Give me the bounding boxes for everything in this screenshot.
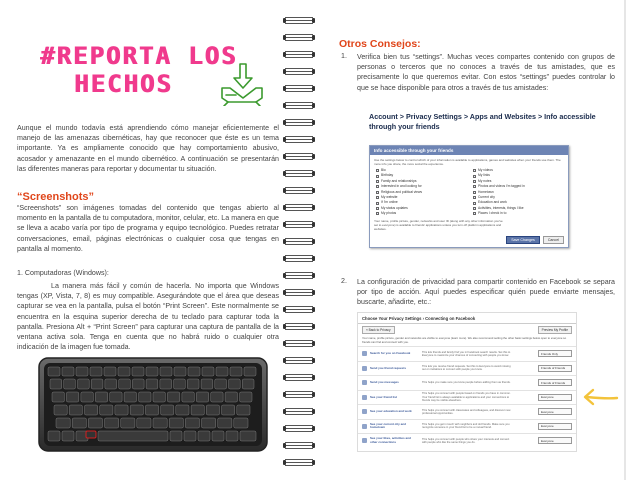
setting-icon xyxy=(362,424,367,429)
spiral-binding xyxy=(282,12,316,471)
checkbox-icon[interactable] xyxy=(376,207,379,210)
tip-2-number: 2. xyxy=(341,277,347,285)
keyboard-key xyxy=(244,367,256,376)
setting-icon xyxy=(362,438,367,443)
spiral-ring xyxy=(282,437,316,454)
privacy-row-label: Search for you on Facebook xyxy=(370,351,411,356)
keyboard-key xyxy=(191,405,204,415)
keyboard-key xyxy=(237,405,250,415)
checkbox-icon[interactable] xyxy=(376,175,379,178)
keyboard-key xyxy=(130,405,143,415)
option-column-1 xyxy=(376,168,465,217)
keyboard-key xyxy=(100,405,113,415)
keyboard-key xyxy=(121,418,135,428)
keyboard-key xyxy=(202,367,214,376)
audience-select[interactable]: Friends of Friends xyxy=(538,379,572,386)
dialog-option-label: If I'm online xyxy=(381,200,398,205)
audience-select[interactable]: Friends Only xyxy=(538,350,572,357)
keyboard-key xyxy=(215,379,227,389)
setting-icon xyxy=(362,395,367,400)
keyboard-key xyxy=(48,431,60,441)
setting-icon xyxy=(362,351,367,356)
keyboard-key xyxy=(201,379,213,389)
settings-path: Account > Privacy Settings > Apps and Websites > Info accessible through your friends xyxy=(369,112,596,131)
keyboard-key xyxy=(62,431,74,441)
keyboard-key xyxy=(169,418,183,428)
checkbox-icon[interactable] xyxy=(376,180,379,183)
keyboard-key xyxy=(222,405,235,415)
privacy-row-help: This helps you connect with people based on friends you have in common. Your friend list is always available to applications and your connections to friends may be visible elsewhere. xyxy=(422,392,511,403)
keyboard-key xyxy=(216,367,228,376)
dialog-option[interactable] xyxy=(473,211,562,216)
keyboard-key xyxy=(185,418,199,428)
checkbox-icon[interactable] xyxy=(376,202,379,205)
keyboard-key xyxy=(85,405,98,415)
preview-profile-button[interactable]: Preview My Profile xyxy=(538,326,572,334)
keyboard-key xyxy=(76,367,88,376)
cancel-button[interactable]: Cancel xyxy=(543,236,564,244)
option-column-2 xyxy=(473,168,562,217)
privacy-row-help: This lets friends and family find you in Facebook search results. Set this to Everyone to maximize your chances of connecting with people you know. xyxy=(422,350,511,357)
checkbox-icon[interactable] xyxy=(376,191,379,194)
keyboard-key xyxy=(242,379,254,389)
keyboard-key xyxy=(187,379,199,389)
checkbox-icon[interactable] xyxy=(473,212,476,215)
spiral-ring xyxy=(282,182,316,199)
keyboard-key xyxy=(240,392,252,402)
intro-paragraph: Aunque el mundo todavía está aprendiendo cómo manejar eficientemente el manejo de las amenazas cibernéticas, hay que reconocer que éste es un tema importante. Ya es ampliamente conocido que hay comportamiento abusivo, acosador y amenazante en el mundo cibernético. A continuación se presentarán las diferentes maneras para reportar y documentar tu situación. xyxy=(17,124,279,173)
privacy-row-help: This helps you make sure you know people before adding them as friends. xyxy=(422,381,511,385)
keyboard-key xyxy=(88,418,102,428)
keyboard-key xyxy=(198,431,210,441)
privacy-row xyxy=(358,346,576,361)
spiral-ring xyxy=(282,301,316,318)
screenshots-paragraph: “Screenshots” son imágenes tomadas del contenido que tengas abierto al momento en la pantalla de tu computadora, monitor, celular, etc. La manera en que se lleva a acabo varía por tipo de programa y equipo tecnológico. Puedes retratar conversaciones, email, páginas electrónicas o cualquier cosa que tengas en pantalla al momento. xyxy=(17,204,279,253)
keyboard-key xyxy=(91,379,103,389)
facebook-privacy-settings xyxy=(357,312,577,452)
spiral-ring xyxy=(282,403,316,420)
dialog-option-label: Birthday xyxy=(381,173,394,178)
keyboard-key xyxy=(145,405,158,415)
dialog-option-label: Interested in and looking for xyxy=(381,184,422,189)
checkbox-icon[interactable] xyxy=(473,175,476,178)
keyboard-key xyxy=(234,418,248,428)
keyboard-key xyxy=(132,367,144,376)
title-line-1: #REPORTA LOS xyxy=(40,42,238,70)
title-line-2: HECHOS xyxy=(74,70,173,98)
keyboard-key xyxy=(98,431,168,441)
back-to-privacy-button[interactable]: « Back to Privacy xyxy=(362,326,395,334)
keyboard-key xyxy=(206,405,219,415)
privacy-row-label: Send you messages xyxy=(370,380,399,385)
checkbox-icon[interactable] xyxy=(473,185,476,188)
dialog-option-label: My videos xyxy=(478,168,493,172)
privacy-row-label: Send you friend requests xyxy=(370,365,407,370)
privacy-row-label: See your current city and hometown xyxy=(370,421,407,430)
keyboard-key xyxy=(66,392,78,402)
privacy-row-label: See your likes, activities and other connections xyxy=(370,436,411,444)
privacy-row xyxy=(358,433,576,448)
checkbox-icon[interactable] xyxy=(473,202,476,205)
dialog-option-label: My notes xyxy=(478,178,492,183)
dialog-option-label: My website xyxy=(381,195,398,200)
checkbox-icon[interactable] xyxy=(473,191,476,194)
privacy-row-help: This helps you connect with people who share your interests and connect with people who like the same things you do. xyxy=(422,437,510,444)
privacy-row xyxy=(358,375,576,390)
spiral-ring xyxy=(282,80,316,97)
keyboard-key xyxy=(124,392,136,402)
keyboard-key xyxy=(176,405,189,415)
windows-list-label: 1. Computadoras (Windows): xyxy=(17,269,109,277)
keyboard-key xyxy=(64,379,76,389)
keyboard-image xyxy=(38,357,268,452)
dialog-title: Info accessible through your friends xyxy=(370,146,568,155)
keyboard-key xyxy=(160,367,172,376)
keyboard-key xyxy=(146,379,158,389)
keyboard-key xyxy=(174,367,186,376)
keyboard-key xyxy=(118,367,130,376)
spiral-ring xyxy=(282,46,316,63)
tips-heading: Otros Consejos: xyxy=(339,38,421,50)
dialog-option-label: Bio xyxy=(381,168,386,172)
dialog-option-label: Hometown xyxy=(478,189,494,194)
dialog-options xyxy=(370,168,568,217)
keyboard-key xyxy=(218,418,232,428)
keyboard-key xyxy=(81,392,93,402)
keyboard-key xyxy=(54,405,67,415)
audience-select[interactable]: Everyone xyxy=(538,408,572,415)
dialog-option-label: My links xyxy=(478,173,490,178)
dialog-option-label: Photos and videos I'm tagged in xyxy=(478,184,525,189)
keyboard-key xyxy=(170,431,182,441)
keyboard-key xyxy=(72,418,86,428)
keyboard-key xyxy=(137,418,151,428)
spiral-ring xyxy=(282,335,316,352)
keyboard-key xyxy=(139,392,151,402)
spiral-ring xyxy=(282,284,316,301)
spiral-ring xyxy=(282,454,316,471)
spiral-ring xyxy=(282,250,316,267)
keyboard-key xyxy=(153,392,165,402)
setting-icon xyxy=(362,409,367,414)
keyboard-key xyxy=(95,392,107,402)
privacy-row-help: This helps you get in touch with neighbors and old friends. Make sure you recognize someone in your friend list to be a mutual friend. xyxy=(422,423,510,430)
keyboard-key xyxy=(182,392,194,402)
checkbox-icon[interactable] xyxy=(376,212,379,215)
keyboard-key xyxy=(196,392,208,402)
keyboard-key xyxy=(115,405,128,415)
keyboard-key xyxy=(211,392,223,402)
checkbox-icon[interactable] xyxy=(473,196,476,199)
setting-icon xyxy=(362,380,367,385)
tip-1-number: 1. xyxy=(341,52,347,60)
keyboard-key xyxy=(167,392,179,402)
privacy-row-label: See your friend list xyxy=(370,394,398,399)
spiral-ring xyxy=(282,369,316,386)
save-changes-button[interactable]: Save Changes xyxy=(506,236,540,244)
dialog-option-label: Activities, interests, things I like xyxy=(478,205,524,210)
tip-2-text: La configuración de privacidad para compartir contenido en Facebook se separa por tipo de acción. Aquí puedes especificar quién puede enviarte mensajes, buscarte, añadirte, etc.: xyxy=(357,278,615,307)
spiral-ring xyxy=(282,97,316,114)
keyboard-key xyxy=(52,392,64,402)
privacy-rows xyxy=(358,346,576,448)
keyboard-key xyxy=(104,367,116,376)
spiral-ring xyxy=(282,114,316,131)
keyboard-key xyxy=(50,379,62,389)
privacy-row-help: This lets you receive friend requests. Set this to Everyone to avoid missing out on invitations to connect with people you know. xyxy=(422,365,511,372)
spiral-ring xyxy=(282,386,316,403)
keyboard-key xyxy=(119,379,131,389)
spiral-ring xyxy=(282,165,316,182)
spiral-ring xyxy=(282,420,316,437)
privacy-row-label: See your education and work xyxy=(370,409,412,414)
checkbox-icon[interactable] xyxy=(376,169,379,172)
keyboard-key xyxy=(240,431,256,441)
yellow-arrow-icon xyxy=(581,386,619,408)
keyboard-key xyxy=(174,379,186,389)
privacy-row xyxy=(358,390,576,405)
screenshots-heading: “Screenshots” xyxy=(17,191,95,203)
spiral-ring xyxy=(282,199,316,216)
keyboard-key xyxy=(230,367,242,376)
dialog-option-label: Current city xyxy=(478,195,495,200)
dialog-option-label: Places I check in to xyxy=(478,211,507,216)
spiral-ring xyxy=(282,352,316,369)
dialog-option[interactable] xyxy=(376,211,465,216)
spiral-ring xyxy=(282,148,316,165)
keyboard-key xyxy=(132,379,144,389)
checkbox-icon[interactable] xyxy=(473,180,476,183)
dialog-footer: Your name, profile picture, gender, networks and user ID (along with any other information you've set to everyone) is available to friends' applications unless you turn off platform applications and websites. xyxy=(374,218,503,231)
page-edge-line xyxy=(624,0,626,480)
privacy-row xyxy=(358,404,576,419)
keyboard-key xyxy=(202,418,216,428)
dialog-option-label: My status updates xyxy=(381,205,408,210)
dialog-option-label: Education and work xyxy=(478,200,507,205)
dialog-intro: Use the settings below to control which of your information is available to applications, games and websites when your friends use them. The more info you share, the more social the experience. xyxy=(374,158,561,166)
dialog-option-label: Religious and political views xyxy=(381,189,423,194)
audience-select[interactable]: Everyone xyxy=(538,437,572,444)
keyboard-key xyxy=(212,431,224,441)
keyboard-key xyxy=(56,418,70,428)
keyboard-key xyxy=(90,367,102,376)
spiral-ring xyxy=(282,29,316,46)
privacy-description: Your name, profile picture, gender and networks are visible to everyone (learn more). We also recommend setting the other basic settings below open to everyone so friends can find and connect with you. xyxy=(362,336,567,344)
keyboard-key xyxy=(110,392,122,402)
spiral-ring xyxy=(282,131,316,148)
keyboard-key xyxy=(105,379,117,389)
keyboard-key xyxy=(78,379,90,389)
dialog-option-label: My photos xyxy=(381,211,397,216)
keyboard-key xyxy=(48,367,60,376)
checkbox-icon[interactable] xyxy=(376,196,379,199)
keyboard-key xyxy=(160,379,172,389)
keyboard-key xyxy=(225,392,237,402)
keyboard-key xyxy=(229,379,241,389)
download-icon xyxy=(216,62,266,106)
privacy-row xyxy=(358,419,576,434)
spiral-ring xyxy=(282,12,316,29)
privacy-title: Choose Your Privacy Settings › Connecting on Facebook xyxy=(358,313,576,324)
keyboard-key xyxy=(62,367,74,376)
keyboard-key xyxy=(161,405,174,415)
privacy-row-help: This helps you connect with classmates and colleagues, and discover new professional opportunities. xyxy=(422,408,511,415)
keyboard-key xyxy=(69,405,82,415)
checkbox-icon[interactable] xyxy=(473,207,476,210)
facebook-info-dialog xyxy=(369,145,569,248)
keyboard-key xyxy=(153,418,167,428)
keyboard-key xyxy=(188,367,200,376)
dialog-option-label: Family and relationships xyxy=(381,178,417,183)
tip-1-text: Verifica bien tus “settings”. Muchas veces compartes contenido con grupos de personas o terceros que no conoces a través de tus amistades, que es precisamente lo que queremos evitar. Con estos “settings” puedes controlar lo que se hace disponible para otros a través de tus amistades: xyxy=(357,53,615,92)
keyboard-key xyxy=(105,418,119,428)
spiral-ring xyxy=(282,63,316,80)
spiral-ring xyxy=(282,216,316,233)
windows-paragraph: La manera más fácil y común de hacerla. No importa que Windows tengas (XP, Vista, 7, 8) es muy compatible. Asegurándote que el área que deseas capturar se vea en la pantalla, pulsa el botón “Print Screen”. Este normalmente se encuentra en la esquina superior derecha de tu teclado para capturar toda la pantalla. Presiona Alt + “Print Screen” para capturar una captura de pantalla de la ventana activa sola. Tenga en cuenta que no habrá ruido o cualquier otra indicación de la imagen fue tomada. xyxy=(17,282,279,352)
spiral-ring xyxy=(282,318,316,335)
spiral-ring xyxy=(282,233,316,250)
checkbox-icon[interactable] xyxy=(473,169,476,172)
spiral-ring xyxy=(282,267,316,284)
keyboard-key xyxy=(184,431,196,441)
keyboard-key xyxy=(226,431,238,441)
setting-icon xyxy=(362,366,367,371)
audience-select[interactable]: Everyone xyxy=(538,394,572,401)
checkbox-icon[interactable] xyxy=(376,185,379,188)
keyboard-key xyxy=(146,367,158,376)
audience-select[interactable]: Friends of Friends xyxy=(538,365,572,372)
privacy-row xyxy=(358,361,576,376)
audience-select[interactable]: Everyone xyxy=(538,423,572,430)
